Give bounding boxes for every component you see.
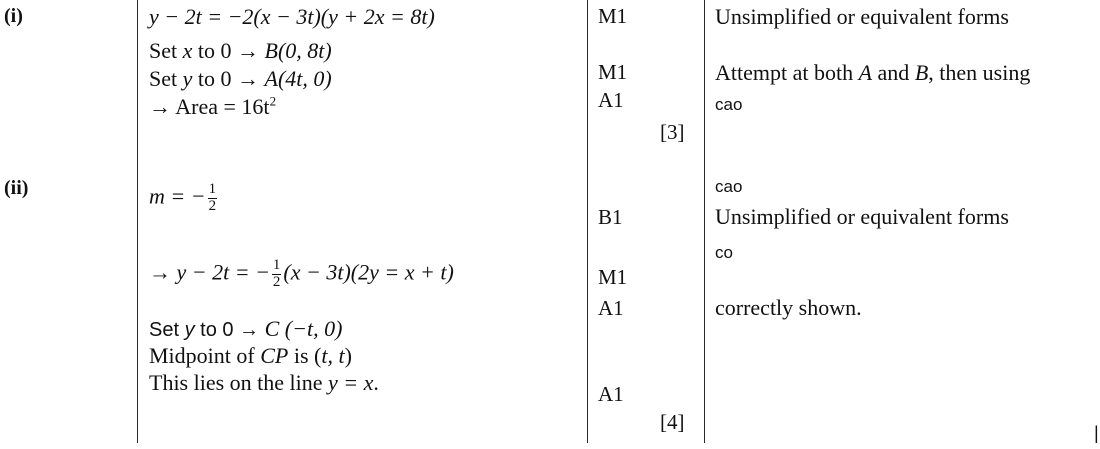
mark-ii-3: A1 bbox=[598, 296, 624, 320]
mark-i-3: A1 bbox=[598, 88, 624, 112]
work-ii-conclusion: This lies on the line y = x. bbox=[149, 370, 379, 395]
work-ii-equation: → y − 2t = − $\frac{1}{2}$ (x − 3t)(2y = x + t) bbox=[149, 257, 454, 290]
comment-ii-4: correctly shown. bbox=[715, 295, 862, 320]
work-ii-point-c: Set y to 0 → C (−t, 0) bbox=[149, 316, 343, 341]
comment-i-3: cao bbox=[715, 95, 743, 114]
comment-i-2: Attempt at both A and B, then using bbox=[715, 60, 1031, 85]
total-i: [3] bbox=[660, 120, 685, 144]
work-i-line3: Set y to 0 → A(4t, 0) bbox=[149, 66, 332, 91]
work-i-line4: → Area = $16t^2$ bbox=[149, 93, 277, 119]
gradient-fraction: $\frac{1}{2}$ bbox=[208, 181, 217, 214]
mark-i-2: M1 bbox=[598, 60, 628, 84]
mark-ii-1: B1 bbox=[598, 205, 623, 229]
work-i-line2: Set x to 0 → B(0, 8t) bbox=[149, 38, 332, 63]
part-label-i: (i) bbox=[4, 5, 23, 27]
edge-mark: | bbox=[1094, 423, 1099, 443]
column-divider-marks bbox=[587, 0, 588, 443]
column-divider-work bbox=[137, 0, 138, 443]
mark-ii-4: A1 bbox=[598, 382, 624, 406]
comment-ii-2: Unsimplified or equivalent forms bbox=[715, 204, 1009, 229]
work-i-line1: y − 2t = −2(x − 3t)(y + 2x = 8t) bbox=[149, 4, 435, 29]
comment-ii-1: cao bbox=[715, 177, 743, 196]
work-ii-midpoint: Midpoint of CP is (t, t) bbox=[149, 343, 352, 368]
total-ii: [4] bbox=[660, 410, 685, 434]
comment-i-1: Unsimplified or equivalent forms bbox=[715, 4, 1009, 29]
work-ii-gradient: m = − $\frac{1}{2}$ bbox=[149, 181, 217, 214]
mark-i-1: M1 bbox=[598, 4, 628, 28]
equation-fraction: $\frac{1}{2}$ bbox=[272, 257, 281, 290]
part-label-ii: (ii) bbox=[4, 177, 29, 199]
column-divider-total bbox=[704, 0, 705, 443]
mark-ii-2: M1 bbox=[598, 265, 628, 289]
comment-ii-3: co bbox=[715, 243, 733, 262]
